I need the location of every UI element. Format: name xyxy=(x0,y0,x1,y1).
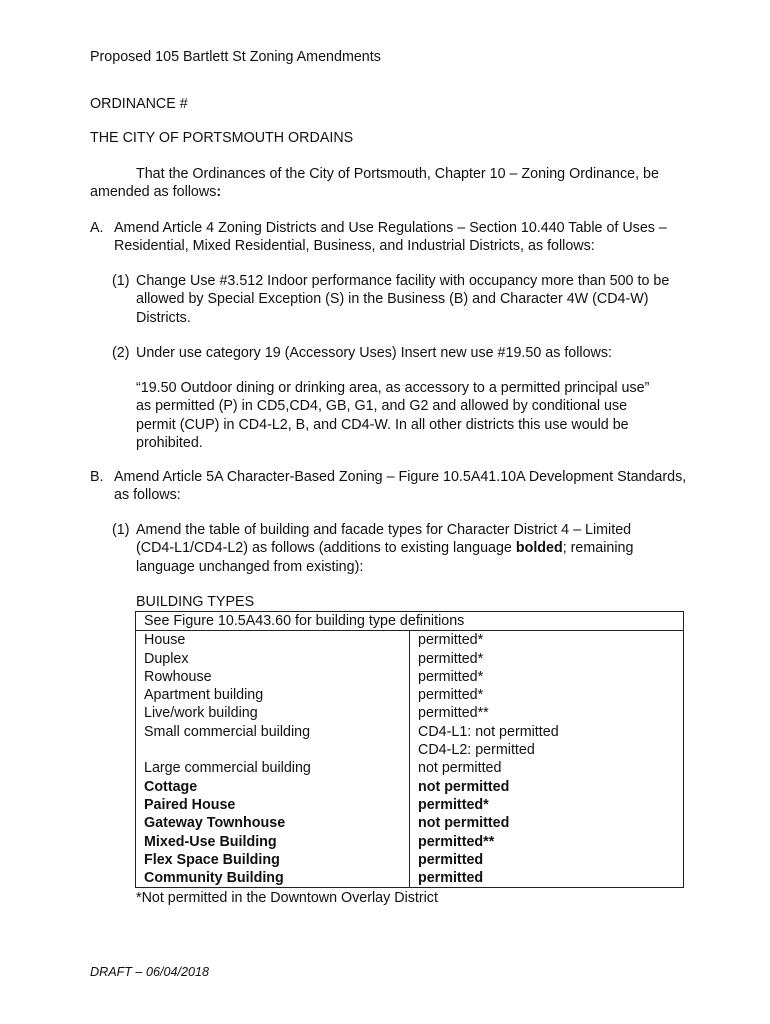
building-types-heading: BUILDING TYPES xyxy=(136,594,255,610)
use-19-50-quote: “19.50 Outdoor dining or drinking area, as accessory to a permitted principal use” as permitted (P) in CD5,CD4, GB, G1, and G2 and allowed by conditional use permit (CUP) in CD4-L2, B, and CD4-W. In all other districts this use would be prohibited. xyxy=(136,380,650,451)
item-text-before: Amend the table of building and facade types for Character District 4 – Limited (CD4-L1/CD4-L2) as follows (additions to existing language xyxy=(136,522,632,557)
status-cell: permitted xyxy=(410,869,684,888)
building-type-cell: Flex Space Building xyxy=(136,851,410,869)
status-cell: permitted xyxy=(410,851,684,869)
status-cell: not permitted xyxy=(410,814,684,832)
table-row xyxy=(136,686,684,704)
ordinance-number: ORDINANCE # xyxy=(90,96,188,112)
document-title: Proposed 105 Bartlett St Zoning Amendments xyxy=(90,49,381,65)
table-row xyxy=(136,704,684,722)
status-line-1: CD4-L1: not permitted xyxy=(418,723,559,740)
section-a-text: Amend Article 4 Zoning Districts and Use Regulations – Section 10.440 Table of Uses – Residential, Mixed Residential, Business, and Industrial Districts, as follows: xyxy=(114,220,667,255)
table-row xyxy=(136,869,684,888)
table-row xyxy=(136,778,684,796)
ordains-heading: THE CITY OF PORTSMOUTH ORDAINS xyxy=(90,130,354,146)
section-b-text: Amend Article 5A Character-Based Zoning – Figure 10.5A41.10A Development Standards, as follows: xyxy=(114,469,687,504)
status-cell: not permitted xyxy=(410,778,684,796)
building-type-cell: Apartment building xyxy=(136,686,410,704)
table-row xyxy=(136,759,684,777)
table-row xyxy=(136,814,684,832)
building-type-cell: Community Building xyxy=(136,869,410,888)
bolded-word: bolded xyxy=(515,540,563,557)
building-type-cell: Live/work building xyxy=(136,704,410,722)
item-label: (2) xyxy=(112,345,130,361)
building-types-table xyxy=(135,611,684,888)
building-type-cell: House xyxy=(136,631,410,650)
status-cell: permitted** xyxy=(410,833,684,851)
section-b-label: B. xyxy=(90,469,104,485)
intro-paragraph xyxy=(90,165,680,202)
status-cell: permitted* xyxy=(410,686,684,704)
building-type-cell: Gateway Townhouse xyxy=(136,814,410,832)
item-label: (1) xyxy=(112,522,130,538)
section-b-item-1 xyxy=(112,521,672,576)
building-type-cell: Small commercial building xyxy=(136,723,410,760)
building-type-cell: Rowhouse xyxy=(136,668,410,686)
section-a xyxy=(90,219,690,256)
status-cell: permitted* xyxy=(410,631,684,650)
building-type-cell: Large commercial building xyxy=(136,759,410,777)
table-row xyxy=(136,796,684,814)
status-cell: permitted** xyxy=(410,704,684,722)
section-a-label: A. xyxy=(90,220,104,236)
item-text: Under use category 19 (Accessory Uses) Insert new use #19.50 as follows: xyxy=(136,345,612,361)
building-type-cell: Duplex xyxy=(136,650,410,668)
item-text xyxy=(136,521,672,576)
table-row xyxy=(136,631,684,650)
table-subheading-row xyxy=(136,612,684,631)
status-cell: permitted* xyxy=(410,668,684,686)
draft-footer: DRAFT – 06/04/2018 xyxy=(90,965,210,979)
table-subheading: See Figure 10.5A43.60 for building type definitions xyxy=(136,612,684,631)
table-footnote: *Not permitted in the Downtown Overlay District xyxy=(136,890,438,906)
table-row xyxy=(136,668,684,686)
item-text-after: ; remaining language unchanged from existing): xyxy=(136,540,634,575)
status-cell xyxy=(410,723,684,760)
building-type-cell: Cottage xyxy=(136,778,410,796)
status-line-2: CD4-L2: permitted xyxy=(418,742,535,759)
section-a-item-2 xyxy=(112,344,672,362)
building-type-cell: Mixed-Use Building xyxy=(136,833,410,851)
intro-colon: : xyxy=(216,184,222,201)
table-row xyxy=(136,723,684,760)
item-label: (1) xyxy=(112,273,130,289)
building-type-cell: Paired House xyxy=(136,796,410,814)
item-text: Change Use #3.512 Indoor performance facility with occupancy more than 500 to be allowed by Special Exception (S) in the Business (B) and Character 4W (CD4-W) Districts. xyxy=(136,273,670,326)
status-cell: permitted* xyxy=(410,796,684,814)
table-row xyxy=(136,650,684,668)
status-cell: not permitted xyxy=(410,759,684,777)
status-cell: permitted* xyxy=(410,650,684,668)
table-row xyxy=(136,851,684,869)
section-b xyxy=(90,468,690,505)
intro-text: That the Ordinances of the City of Portsmouth, Chapter 10 – Zoning Ordinance, be amended as follows xyxy=(90,166,659,201)
section-a-item-1 xyxy=(112,272,672,327)
table-row xyxy=(136,833,684,851)
